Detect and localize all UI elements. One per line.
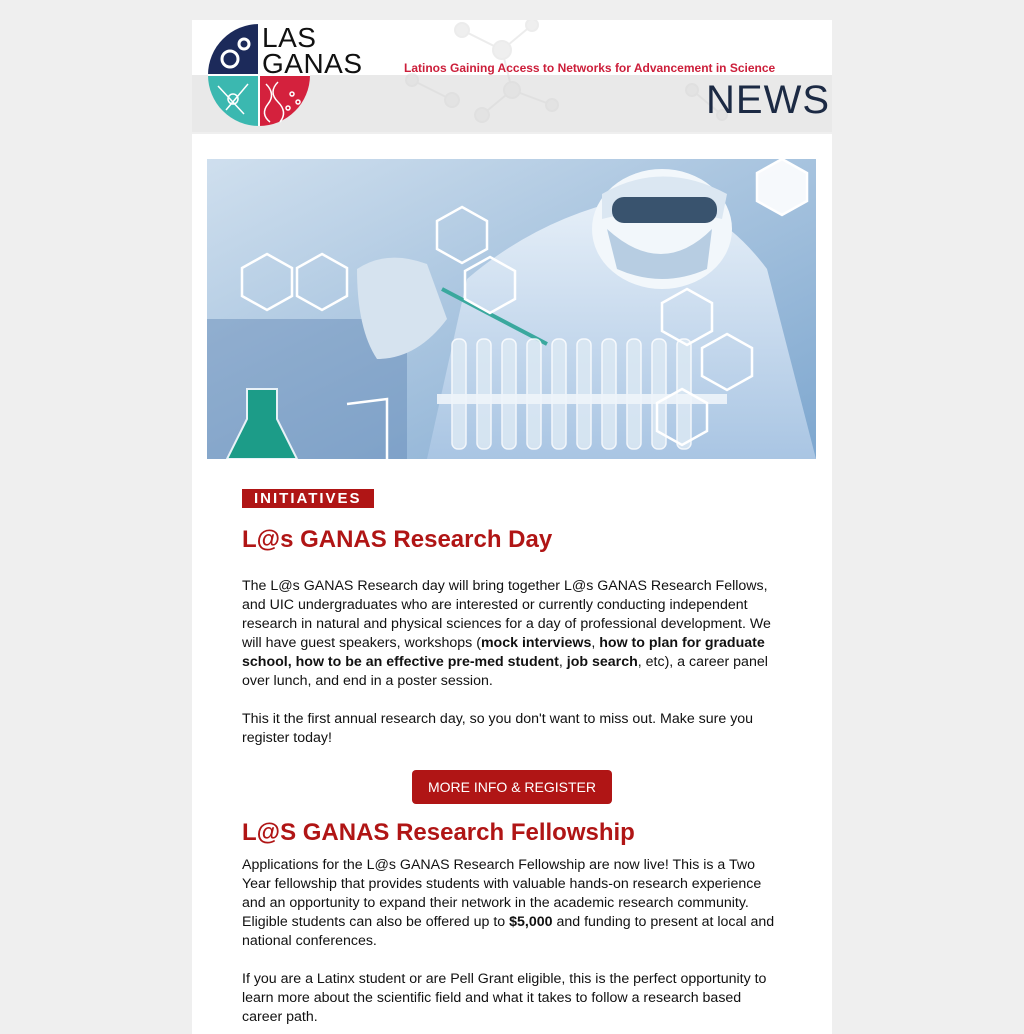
article-content xyxy=(242,489,782,1027)
more-info-register-button[interactable]: MORE INFO & REGISTER xyxy=(412,770,612,804)
text-separator: , xyxy=(591,635,600,651)
newsletter-header xyxy=(192,20,832,132)
research-day-text-start: The L@s GANAS Research day will bring together L@s GANAS Research Fellows, and UIC undergraduates who are interested or currently conducting independent research in natural and physical sciences for a day of professional development. We will have guest speakers, workshops ( xyxy=(242,578,771,651)
register-button-wrap xyxy=(242,770,782,804)
research-day-description xyxy=(242,577,782,691)
fellowship-title: L@S GANAS Research Fellowship xyxy=(242,819,635,846)
news-heading: NEWS xyxy=(706,78,830,122)
fellowship-amount: $5,000 xyxy=(509,914,553,930)
text-separator: , xyxy=(558,654,567,670)
fellowship-text-end: and funding to present at local and national conferences. xyxy=(242,914,775,949)
research-day-text-end: , etc), a career panel over lunch, and end in a poster session. xyxy=(242,654,768,689)
logo-text-ganas: GANAS xyxy=(262,48,363,79)
fellowship-eligibility: If you are a Latinx student or are Pell Grant eligible, this is the perfect opportunity to learn more about the scientific field and what it takes to follow a research based career path. xyxy=(242,971,767,1025)
research-day-reminder: This it the first annual research day, so you don't want to miss out. Make sure you register today! xyxy=(242,711,754,746)
initiatives-badge: INITIATIVES xyxy=(242,489,374,508)
logo-text-las: LAS xyxy=(262,22,317,53)
fellowship-text-start: Applications for the L@s GANAS Research Fellowship are now live! This is a Two Year fellowship that provides students with valuable hands-on research experience and an opportunity to expand their network in the academic research community. Eligible students can also be offered up to xyxy=(242,857,762,930)
research-day-title: L@s GANAS Research Day xyxy=(242,526,553,553)
workshop-mock-interviews: mock interviews xyxy=(480,635,592,651)
fellowship-description xyxy=(242,856,782,951)
tagline: Latinos Gaining Access to Networks for Advancement in Science xyxy=(404,61,776,75)
lab-scientist-photo xyxy=(207,159,816,459)
workshop-grad-premed: how to plan for graduate school, how to be an effective pre-med student xyxy=(242,635,765,670)
content-card xyxy=(192,134,832,1034)
workshop-job-search: job search xyxy=(566,654,638,670)
